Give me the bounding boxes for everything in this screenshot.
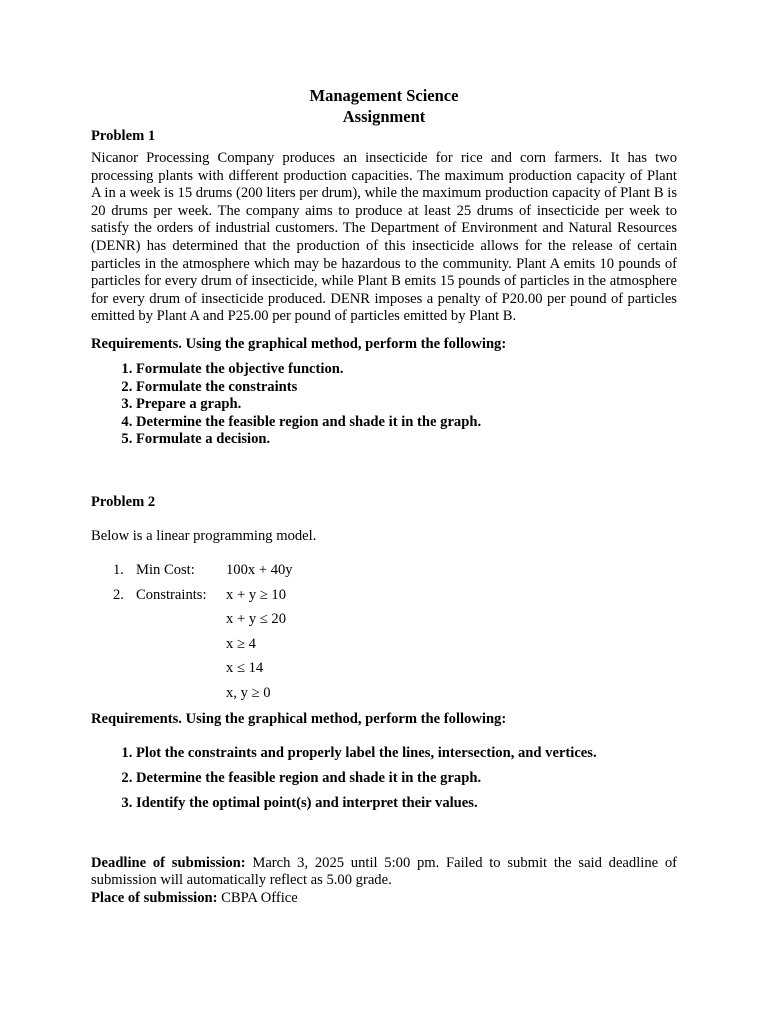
- lp-model-row: [91, 610, 677, 635]
- problem2-requirements-list: [91, 744, 677, 811]
- lp-model: [91, 561, 677, 709]
- lp-model-number: 1.: [113, 561, 124, 578]
- lp-model-row: [91, 659, 677, 684]
- lp-model-label: Constraints:: [136, 586, 207, 603]
- problem2-requirements-heading: Requirements. Using the graphical method, perform the following:: [91, 711, 507, 728]
- lp-model-expression: x + y ≥ 10: [226, 586, 287, 603]
- problem2-heading: Problem 2: [91, 493, 156, 510]
- place-paragraph: [91, 890, 677, 908]
- list-item: 5. Formulate a decision.: [136, 431, 677, 449]
- place-label: Place of submission:: [91, 890, 218, 907]
- submission-info: [91, 855, 677, 908]
- lp-model-expression: x ≤ 14: [226, 660, 264, 677]
- problem1-requirements-list: [91, 361, 677, 449]
- deadline-paragraph: [91, 855, 677, 890]
- lp-model-expression: x ≥ 4: [226, 635, 256, 652]
- problem2-intro: Below is a linear programming model.: [91, 527, 317, 544]
- list-item: 3. Prepare a graph.: [136, 396, 677, 414]
- list-item: 1. Formulate the objective function.: [136, 361, 677, 379]
- lp-model-label: Min Cost:: [136, 561, 195, 578]
- problem1-heading: Problem 1: [91, 128, 156, 144]
- list-item: 4. Determine the feasible region and shade it in the graph.: [136, 414, 677, 432]
- deadline-text: March 3, 2025 until 5:00 pm. Failed to submit the said deadline of submission will automatically reflect as 5.00 grade.: [91, 854, 677, 889]
- lp-model-expression: x, y ≥ 0: [226, 684, 271, 701]
- list-item: 1. Plot the constraints and properly label the lines, intersection, and vertices.: [136, 744, 677, 762]
- title-line-2: Assignment: [342, 106, 426, 126]
- lp-model-expression: x + y ≤ 20: [226, 611, 287, 628]
- problem1-requirements-heading: Requirements. Using the graphical method, perform the following:: [91, 335, 507, 352]
- lp-model-row: [91, 635, 677, 660]
- lp-model-expression: 100x + 40y: [226, 561, 293, 578]
- document-title: [91, 86, 677, 127]
- document-page: [91, 86, 677, 908]
- list-item: 3. Identify the optimal point(s) and interpret their values.: [136, 794, 677, 812]
- lp-model-row: [91, 561, 677, 586]
- lp-model-row: [91, 586, 677, 611]
- list-item: 2. Formulate the constraints: [136, 379, 677, 397]
- list-item: 2. Determine the feasible region and shade it in the graph.: [136, 769, 677, 787]
- deadline-label: Deadline of submission:: [91, 854, 246, 871]
- title-line-1: Management Science: [309, 86, 459, 105]
- place-text: CBPA Office: [217, 890, 298, 907]
- problem1-body: Nicanor Processing Company produces an insecticide for rice and corn farmers. It has two processing plants with different production capacities. The maximum production capacity of Plant A in a week is 15 drums (200 liters per drum), while the maximum production capacity of Plant B is 20 drums per week. The company aims to produce at least 25 drums of insecticide per week to satisfy the orders of industrial customers. The Department of Environment and Natural Resources (DENR) has determined that the production of this insecticide allows for the release of certain particles in the atmosphere which may be hazardous to the community. Plant A emits 10 pounds of particles for every drum of insecticide, while Plant B emits 15 pounds of particles in the atmosphere for every drum of insecticide produced. DENR imposes a penalty of P20.00 per pound of particles emitted by Plant A and P25.00 per pound of particles emitted by Plant B.: [91, 150, 677, 325]
- lp-model-row: [91, 684, 677, 709]
- lp-model-number: 2.: [113, 586, 124, 603]
